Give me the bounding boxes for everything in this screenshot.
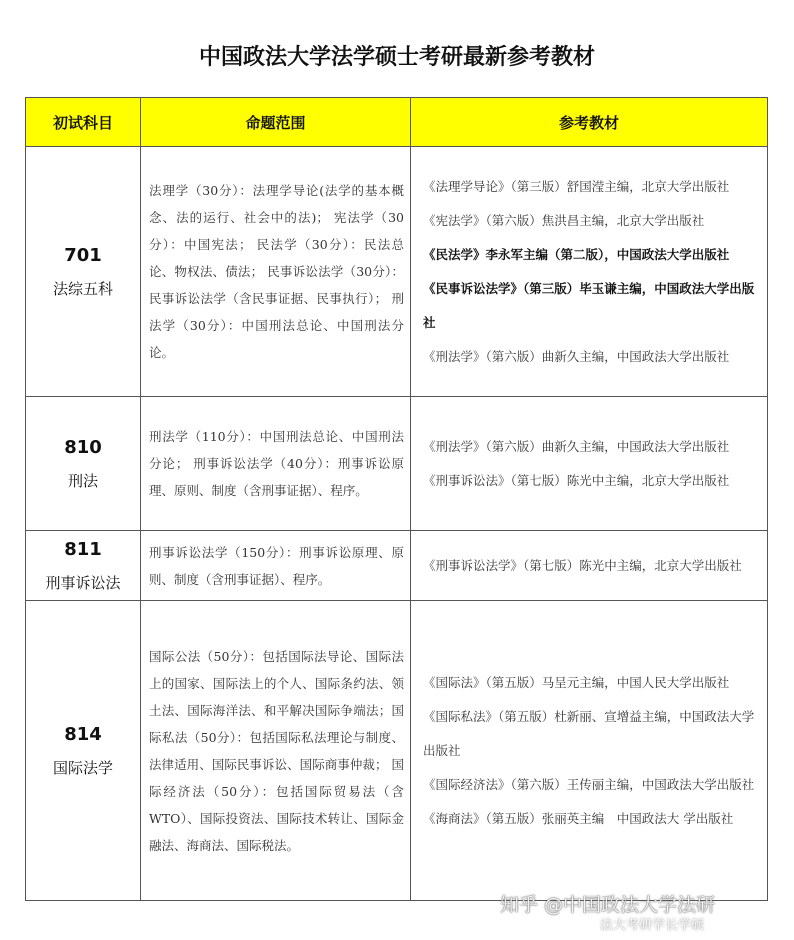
subject-name: 刑事诉讼法 [45, 573, 121, 592]
book-item: 《刑事诉讼法》（第七版）陈光中主编，北京大学出版社 [423, 472, 730, 488]
books-cell [411, 601, 768, 901]
subject-name: 国际法学 [52, 758, 113, 777]
scope-cell: 法理学（30分）：法理学导论(法学的基本概念、法的运行、社会中的法)； 宪法学（30分）：中国宪法； 民法学（30分）：民法总论、物权法、债法； 民事诉讼法学（30分）：民事诉讼法学（含民事证据、民事执行）； 刑法学（30分）：中国刑法总论、中国刑法分论。 [141, 147, 411, 397]
subject-code: 701 [64, 244, 102, 266]
header-scope: 命题范围 [141, 98, 411, 147]
subject-code: 810 [64, 436, 102, 458]
subject-cell [26, 601, 141, 901]
books-cell [411, 531, 768, 601]
book-item: 《法理学导论》（第三版）舒国滢主编，北京大学出版社 [423, 178, 730, 194]
book-item: 《刑事诉讼法学》（第七版）陈光中主编，北京大学出版社 [423, 557, 742, 573]
book-item: 《刑法学》（第六版）曲新久主编，中国政法大学出版社 [423, 348, 730, 364]
table-row [26, 397, 768, 531]
watermark: 知乎 @中国政法大学法研 [500, 894, 716, 916]
subject-cell [26, 397, 141, 531]
book-item: 《海商法》（第五版）张丽英主编 中国政法大 学出版社 [423, 810, 734, 826]
books-cell [411, 147, 768, 397]
scope-cell: 国际公法（50分）：包括国际法导论、国际法上的国家、国际法上的个人、国际条约法、领土法、国际海洋法、和平解决国际争端法；国际私法（50分）：包括国际私法理论与制度、法律适用、国际民事诉讼、国际商事仲裁； 国际经济法（50分）：包括国际贸易法（含WTO）、国际投资法、国际技术转让、国际金融法、海商法、国际税法。 [141, 601, 411, 901]
textbook-table [25, 97, 768, 901]
header-subject: 初试科目 [26, 98, 141, 147]
subject-name: 法综五科 [52, 279, 113, 298]
table-header-row [26, 98, 768, 147]
book-item: 《国际私法》（第五版）杜新丽、宣增益主编，中国政法大学出版社 [423, 708, 755, 758]
subject-code: 814 [64, 723, 102, 745]
book-item: 《国际经济法》（第六版）王传丽主编，中国政法大学出版社 [423, 776, 755, 792]
table-row [26, 531, 768, 601]
subject-name: 刑法 [67, 471, 98, 490]
header-books: 参考教材 [411, 98, 768, 147]
book-item: 《宪法学》（第六版）焦洪昌主编，北京大学出版社 [423, 212, 705, 228]
book-item: 《刑法学》（第六版）曲新久主编，中国政法大学出版社 [423, 438, 730, 454]
subject-cell [26, 147, 141, 397]
subject-cell [26, 531, 141, 601]
watermark-secondary: 法大考研学长学硕 [600, 918, 705, 933]
book-item: 《民事诉讼法学》（第三版）毕玉谦主编，中国政法大学出版社 [423, 280, 755, 330]
book-item: 《国际法》（第五版）马呈元主编，中国人民大学出版社 [423, 674, 730, 690]
scope-cell: 刑事诉讼法学（150分）：刑事诉讼原理、原则、制度（含刑事证据）、程序。 [141, 531, 411, 601]
table-row [26, 147, 768, 397]
page-title: 中国政法大学法学硕士考研最新参考教材 [198, 45, 595, 70]
book-item: 《民法学》李永军主编（第二版），中国政法大学出版社 [423, 246, 730, 262]
subject-code: 811 [64, 538, 102, 560]
scope-cell: 刑法学（110分）：中国刑法总论、中国刑法分论； 刑事诉讼法学（40分）：刑事诉讼原理、原则、制度（含刑事证据）、程序。 [141, 397, 411, 531]
books-cell [411, 397, 768, 531]
table-row [26, 601, 768, 901]
